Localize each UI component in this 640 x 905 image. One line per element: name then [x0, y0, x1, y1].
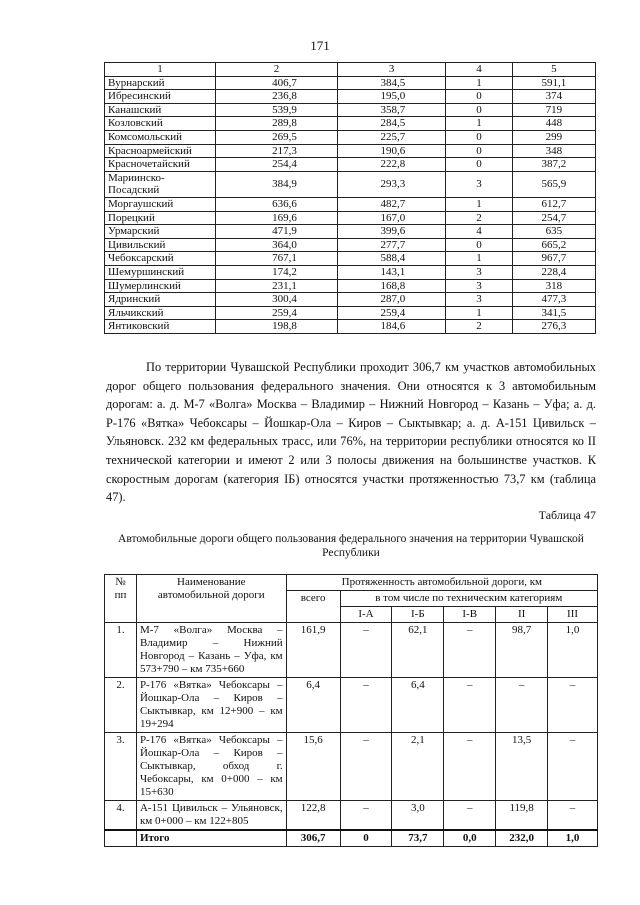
value-cell: 767,1: [216, 252, 338, 266]
value-cell: 0: [446, 238, 513, 252]
value-cell: 217,3: [216, 144, 338, 158]
road-name-cell: М-7 «Волга» Москва – Владимир – Нижний Новгород – Казань – Уфа, км 573+790 – км 735+660: [136, 623, 286, 678]
value-cell: 4: [446, 225, 513, 239]
table-row: [105, 238, 596, 252]
value-cell: 254,7: [512, 211, 595, 225]
value-cell: 299: [512, 130, 595, 144]
value-cell: 287,0: [337, 293, 445, 307]
value-cell: 539,9: [216, 103, 338, 117]
value-cell: 3: [446, 293, 513, 307]
value-cell: 2: [446, 320, 513, 334]
value-cell: 167,0: [337, 211, 445, 225]
table-row: [105, 801, 598, 831]
district-name-cell: Яльчикский: [105, 306, 216, 320]
district-name-cell: Шемуршинский: [105, 265, 216, 279]
category-header: III: [548, 607, 598, 623]
table-header-row: [105, 575, 598, 591]
value-cell: 477,3: [512, 293, 595, 307]
table-row: [105, 90, 596, 104]
district-name-cell: Канашский: [105, 103, 216, 117]
table-row: [105, 225, 596, 239]
table-row: [105, 197, 596, 211]
district-name-cell: Красноармейский: [105, 144, 216, 158]
value-cell: 228,4: [512, 265, 595, 279]
value-cell: 384,9: [216, 171, 338, 197]
length-header: Протяженность автомобильной дороги, км: [286, 575, 597, 591]
value-cell: 0: [446, 158, 513, 172]
value-cell: 406,7: [216, 76, 338, 90]
table-row: [105, 117, 596, 131]
category-cell: –: [444, 623, 496, 678]
district-name-cell: Козловский: [105, 117, 216, 131]
row-number-cell: 2.: [105, 678, 137, 733]
total-category-value: 1,0: [548, 830, 598, 847]
value-cell: 277,7: [337, 238, 445, 252]
value-cell: 591,1: [512, 76, 595, 90]
value-cell: 665,2: [512, 238, 595, 252]
table-row: [105, 171, 596, 197]
district-name-cell: Янтиковский: [105, 320, 216, 334]
road-name-cell: Р-176 «Вятка» Чебоксары – Йошкар-Ола – Киров – Сыктывкар, км 12+900 – км 19+294: [136, 678, 286, 733]
district-name-cell: Мариинско-Посадский: [105, 171, 216, 197]
table-row: [105, 252, 596, 266]
district-name-cell: Ядринский: [105, 293, 216, 307]
value-cell: 448: [512, 117, 595, 131]
table-row: [105, 733, 598, 801]
value-cell: 384,5: [337, 76, 445, 90]
value-cell: 184,6: [337, 320, 445, 334]
value-cell: 259,4: [337, 306, 445, 320]
value-cell: 174,2: [216, 265, 338, 279]
total-value: 306,7: [286, 830, 340, 847]
value-cell: 482,7: [337, 197, 445, 211]
total-category-value: 232,0: [496, 830, 548, 847]
table-row: [105, 320, 596, 334]
total-number-cell: [105, 830, 137, 847]
value-cell: 967,7: [512, 252, 595, 266]
category-cell: –: [444, 678, 496, 733]
value-cell: 1: [446, 306, 513, 320]
value-cell: 198,8: [216, 320, 338, 334]
category-header: I-Б: [392, 607, 444, 623]
table-row: [105, 158, 596, 172]
category-cell: –: [340, 678, 392, 733]
table-row: [105, 103, 596, 117]
value-cell: 719: [512, 103, 595, 117]
category-cell: 3,0: [392, 801, 444, 831]
value-cell: 236,8: [216, 90, 338, 104]
value-cell: 284,5: [337, 117, 445, 131]
total-cell: 161,9: [286, 623, 340, 678]
category-cell: –: [444, 801, 496, 831]
district-name-cell: Порецкий: [105, 211, 216, 225]
category-cell: 1,0: [548, 623, 598, 678]
table-row: [105, 306, 596, 320]
table-row: [105, 144, 596, 158]
category-header: I-В: [444, 607, 496, 623]
value-cell: 1: [446, 117, 513, 131]
road-name-cell: Р-176 «Вятка» Чебоксары – Йошкар-Ола – Киров – Сыктывкар, обход г. Чебоксары, км 0+000 – км 15+630: [136, 733, 286, 801]
category-cell: –: [340, 801, 392, 831]
table-row: [105, 293, 596, 307]
table-row: [105, 76, 596, 90]
value-cell: 289,8: [216, 117, 338, 131]
value-cell: 399,6: [337, 225, 445, 239]
column-header: 4: [446, 63, 513, 77]
category-header: II: [496, 607, 548, 623]
category-cell: –: [340, 623, 392, 678]
value-cell: 254,4: [216, 158, 338, 172]
column-header: 1: [105, 63, 216, 77]
category-cell: 98,7: [496, 623, 548, 678]
value-cell: 276,3: [512, 320, 595, 334]
districts-table: [104, 62, 596, 334]
total-cell: 15,6: [286, 733, 340, 801]
value-cell: 269,5: [216, 130, 338, 144]
value-cell: 222,8: [337, 158, 445, 172]
value-cell: 612,7: [512, 197, 595, 211]
value-cell: 635: [512, 225, 595, 239]
value-cell: 358,7: [337, 103, 445, 117]
value-cell: 565,9: [512, 171, 595, 197]
district-name-cell: Моргаушский: [105, 197, 216, 211]
total-row: [105, 830, 598, 847]
total-cell: 122,8: [286, 801, 340, 831]
value-cell: 168,8: [337, 279, 445, 293]
district-name-cell: Ибресинский: [105, 90, 216, 104]
value-cell: 0: [446, 130, 513, 144]
value-cell: 259,4: [216, 306, 338, 320]
value-cell: 293,3: [337, 171, 445, 197]
value-cell: 3: [446, 279, 513, 293]
value-cell: 195,0: [337, 90, 445, 104]
table-row: [105, 130, 596, 144]
table-row: [105, 623, 598, 678]
table-row: [105, 211, 596, 225]
total-category-value: 73,7: [392, 830, 444, 847]
category-cell: –: [340, 733, 392, 801]
category-cell: 119,8: [496, 801, 548, 831]
row-number-cell: 3.: [105, 733, 137, 801]
value-cell: 636,6: [216, 197, 338, 211]
value-cell: 341,5: [512, 306, 595, 320]
value-cell: 374: [512, 90, 595, 104]
table-row: [105, 265, 596, 279]
value-cell: 1: [446, 76, 513, 90]
row-number-cell: 4.: [105, 801, 137, 831]
table-caption: Автомобильные дороги общего пользования федерального значения на территории Чувашской Республики: [118, 533, 584, 559]
federal-roads-table: [104, 574, 598, 847]
value-cell: 143,1: [337, 265, 445, 279]
category-cell: –: [444, 733, 496, 801]
name-header: Наименование автомобильной дороги: [136, 575, 286, 623]
category-cell: –: [548, 801, 598, 831]
value-cell: 3: [446, 171, 513, 197]
total-header: всего: [286, 591, 340, 623]
value-cell: 387,2: [512, 158, 595, 172]
value-cell: 231,1: [216, 279, 338, 293]
value-cell: 588,4: [337, 252, 445, 266]
district-name-cell: Шумерлинский: [105, 279, 216, 293]
number-header: № пп: [105, 575, 137, 623]
value-cell: 364,0: [216, 238, 338, 252]
value-cell: 471,9: [216, 225, 338, 239]
value-cell: 169,6: [216, 211, 338, 225]
category-cell: –: [548, 733, 598, 801]
value-cell: 225,7: [337, 130, 445, 144]
total-cell: 6,4: [286, 678, 340, 733]
value-cell: 1: [446, 252, 513, 266]
column-header: 3: [337, 63, 445, 77]
district-name-cell: Красночетайский: [105, 158, 216, 172]
total-category-value: 0: [340, 830, 392, 847]
total-category-value: 0,0: [444, 830, 496, 847]
table-header-row: [105, 63, 596, 77]
body-paragraph: По территории Чувашской Республики проходит 306,7 км участков автомобильных дорог общего пользования федерального значения. Они относятся к 3 автомобильным дорогам: а. д. М-7 «Волга» Москва – Владимир – Нижний Новгород – Казань – Уфа; а. д. Р-176 «Вятка» Чебоксары – Йошкар-Ола – Киров – Сыктывкар; а. д. А-151 Цивильск – Ульяновск. 232 км федеральных трасс, или 76%, на территории республики относятся ко II технической категории и имеют 2 или 3 полосы движения на большинстве участков. К скоростным дорогам (категория IБ) относятся участки протяженностью 73,7 км (таблица 47).: [106, 360, 596, 505]
district-name-cell: Чебоксарский: [105, 252, 216, 266]
table-label: Таблица 47: [538, 508, 596, 522]
value-cell: 0: [446, 144, 513, 158]
district-name-cell: Цивильский: [105, 238, 216, 252]
district-name-cell: Урмарский: [105, 225, 216, 239]
category-group-header: в том числе по техническим категориям: [340, 591, 597, 607]
value-cell: 300,4: [216, 293, 338, 307]
road-name-cell: А-151 Цивильск – Ульяновск, км 0+000 – км 122+805: [136, 801, 286, 831]
table-row: [105, 279, 596, 293]
value-cell: 0: [446, 103, 513, 117]
category-cell: 62,1: [392, 623, 444, 678]
category-cell: –: [496, 678, 548, 733]
column-header: 5: [512, 63, 595, 77]
category-cell: 13,5: [496, 733, 548, 801]
category-header: I-А: [340, 607, 392, 623]
category-cell: –: [548, 678, 598, 733]
value-cell: 3: [446, 265, 513, 279]
total-label: Итого: [136, 830, 286, 847]
value-cell: 0: [446, 90, 513, 104]
value-cell: 318: [512, 279, 595, 293]
category-cell: 6,4: [392, 678, 444, 733]
row-number-cell: 1.: [105, 623, 137, 678]
value-cell: 190,6: [337, 144, 445, 158]
table-row: [105, 678, 598, 733]
page-number: 171: [310, 38, 330, 53]
value-cell: 1: [446, 197, 513, 211]
category-cell: 2,1: [392, 733, 444, 801]
district-name-cell: Комсомольский: [105, 130, 216, 144]
district-name-cell: Вурнарский: [105, 76, 216, 90]
column-header: 2: [216, 63, 338, 77]
value-cell: 348: [512, 144, 595, 158]
value-cell: 2: [446, 211, 513, 225]
